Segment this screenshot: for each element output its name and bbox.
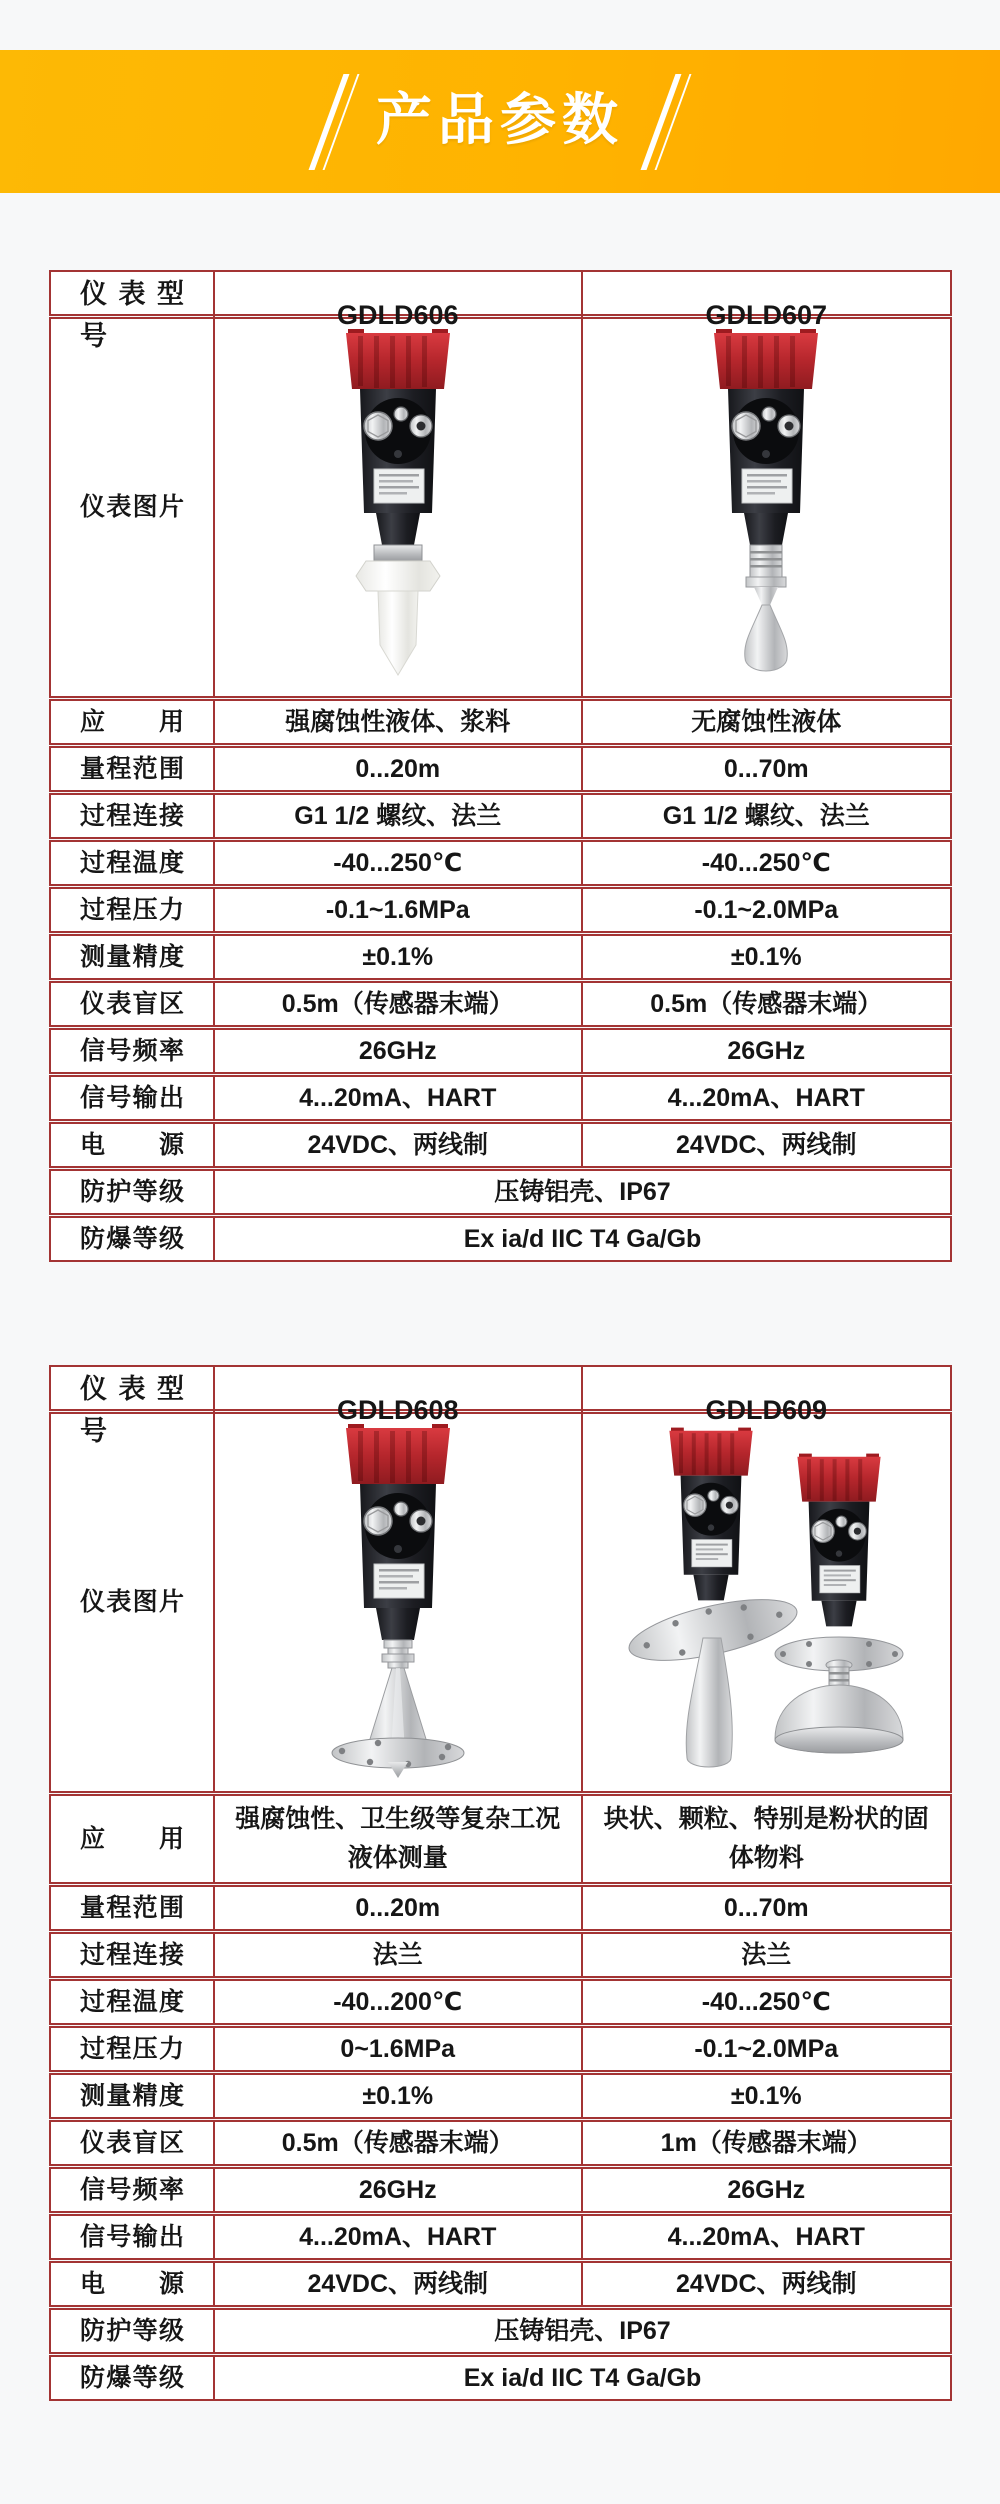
spec-value: -40...200℃ <box>215 1981 583 2024</box>
row-label: 测量精度 <box>51 936 215 979</box>
table-row-model <box>49 1365 952 1446</box>
row-label: 过程压力 <box>51 2028 215 2071</box>
model-name: GDLD606 <box>215 272 583 360</box>
spec-value: 压铸铝壳、IP67 <box>494 2317 671 2345</box>
spec-value: G1 1/2 螺纹、法兰 <box>215 795 583 838</box>
spec-value: 4...20mA、HART <box>215 2216 583 2259</box>
row-label: 防护等级 <box>51 2310 215 2353</box>
table-row-model <box>49 270 952 351</box>
spec-value: ±0.1% <box>730 2082 802 2110</box>
spec-value: 0...70m <box>723 1894 809 1922</box>
spec-value: -40...250℃ <box>701 1988 831 2016</box>
product-photo-gdld607 <box>583 319 951 696</box>
model-name: GDLD608 <box>215 1367 583 1455</box>
table-row <box>49 2308 952 2354</box>
spec-value: -0.1~1.6MPa <box>215 889 583 932</box>
table-row <box>49 1075 952 1121</box>
spec-table-gdld608-609 <box>49 1365 952 2401</box>
table-row <box>49 2026 952 2072</box>
spec-value: 压铸铝壳、IP67 <box>494 1178 671 1206</box>
spec-value: 强腐蚀性液体、浆料 <box>215 701 583 744</box>
spec-value: 0...20m <box>215 748 583 791</box>
row-label: 仪表盲区 <box>51 2122 215 2165</box>
table-row <box>49 793 952 839</box>
row-label: 过程温度 <box>51 842 215 885</box>
spec-value: 26GHz <box>215 2169 583 2212</box>
spec-value: 4...20mA、HART <box>667 2223 865 2251</box>
spec-value: 0.5m（传感器末端） <box>215 2122 583 2165</box>
spec-value: 1m（传感器末端） <box>660 2129 872 2157</box>
spec-value: Ex ia/d IIC T4 Ga/Gb <box>463 1225 702 1253</box>
spec-value: ±0.1% <box>730 943 802 971</box>
table-row-photos <box>49 317 952 698</box>
spec-value: 4...20mA、HART <box>667 1084 865 1112</box>
model-name: GDLD607 <box>705 299 828 330</box>
page-title: 产品参数 <box>376 87 624 151</box>
product-photo-gdld609 <box>583 1414 951 1791</box>
table-row <box>49 2120 952 2166</box>
row-label: 应 用 <box>51 701 215 744</box>
table-row <box>49 1028 952 1074</box>
spec-value: 0...20m <box>215 1887 583 1930</box>
table-row <box>49 1979 952 2025</box>
table-row <box>49 2214 952 2260</box>
row-label: 应 用 <box>51 1796 215 1882</box>
row-label: 测量精度 <box>51 2075 215 2118</box>
spec-value: ±0.1% <box>215 2075 583 2118</box>
table-row <box>49 2355 952 2401</box>
row-label: 过程压力 <box>51 889 215 932</box>
table-row <box>49 1794 952 1884</box>
row-label: 仪表图片 <box>51 319 215 696</box>
row-label: 信号频率 <box>51 2169 215 2212</box>
row-label: 电 源 <box>51 2263 215 2306</box>
spec-value: 法兰 <box>741 1941 792 1969</box>
spec-value: 0.5m（传感器末端） <box>215 983 583 1026</box>
spec-value: 4...20mA、HART <box>215 1077 583 1120</box>
spec-value: -0.1~2.0MPa <box>694 896 839 924</box>
spec-table-gdld606-607 <box>49 270 952 1262</box>
table-row <box>49 746 952 792</box>
spec-value: 无腐蚀性液体 <box>691 708 842 736</box>
spec-value: 强腐蚀性、卫生级等复杂工况液体测量 <box>215 1796 583 1882</box>
spec-value: -40...250℃ <box>701 849 831 877</box>
double-slash-icon <box>641 74 692 170</box>
table-row <box>49 2073 952 2119</box>
table-row <box>49 1216 952 1262</box>
row-label: 信号输出 <box>51 1077 215 1120</box>
table-row <box>49 699 952 745</box>
row-label: 仪表型号 <box>51 272 215 360</box>
row-label: 电 源 <box>51 1124 215 1167</box>
spec-value: 26GHz <box>727 2176 806 2204</box>
product-photo-gdld608 <box>215 1414 583 1791</box>
spec-value: Ex ia/d IIC T4 Ga/Gb <box>463 2364 702 2392</box>
row-label: 防爆等级 <box>51 2357 215 2400</box>
table-row-photos <box>49 1412 952 1793</box>
row-label: 信号输出 <box>51 2216 215 2259</box>
row-label: 仪表图片 <box>51 1414 215 1791</box>
row-label: 仪表型号 <box>51 1367 215 1455</box>
table-row <box>49 981 952 1027</box>
row-label: 信号频率 <box>51 1030 215 1073</box>
double-slash-icon <box>309 74 360 170</box>
row-label: 量程范围 <box>51 1887 215 1930</box>
table-row <box>49 1169 952 1215</box>
table-row <box>49 840 952 886</box>
row-label: 过程温度 <box>51 1981 215 2024</box>
spec-value: -40...250℃ <box>215 842 583 885</box>
product-photo-gdld606 <box>215 319 583 696</box>
spec-value: 26GHz <box>727 1037 806 1065</box>
model-name: GDLD609 <box>705 1394 828 1425</box>
row-label: 过程连接 <box>51 795 215 838</box>
table-row <box>49 934 952 980</box>
spec-value: -0.1~2.0MPa <box>694 2035 839 2063</box>
spec-value: 块状、颗粒、特别是粉状的固体物料 <box>603 1805 929 1872</box>
spec-value: 26GHz <box>215 1030 583 1073</box>
spec-value: 法兰 <box>215 1934 583 1977</box>
spec-value: 0~1.6MPa <box>215 2028 583 2071</box>
table-row <box>49 887 952 933</box>
table-row <box>49 1932 952 1978</box>
row-label: 防护等级 <box>51 1171 215 1214</box>
spec-value: 24VDC、两线制 <box>675 1131 857 1159</box>
spec-value: 0...70m <box>723 755 809 783</box>
spec-value: ±0.1% <box>215 936 583 979</box>
spec-value: 24VDC、两线制 <box>215 1124 583 1167</box>
row-label: 仪表盲区 <box>51 983 215 1026</box>
table-row <box>49 1122 952 1168</box>
table-row <box>49 1885 952 1931</box>
section-banner <box>0 50 1000 193</box>
table-row <box>49 2167 952 2213</box>
spec-value: 0.5m（传感器末端） <box>650 990 883 1018</box>
spec-value: 24VDC、两线制 <box>675 2270 857 2298</box>
spec-value: 24VDC、两线制 <box>215 2263 583 2306</box>
row-label: 防爆等级 <box>51 1218 215 1261</box>
table-row <box>49 2261 952 2307</box>
row-label: 过程连接 <box>51 1934 215 1977</box>
spec-value: G1 1/2 螺纹、法兰 <box>662 802 870 830</box>
row-label: 量程范围 <box>51 748 215 791</box>
